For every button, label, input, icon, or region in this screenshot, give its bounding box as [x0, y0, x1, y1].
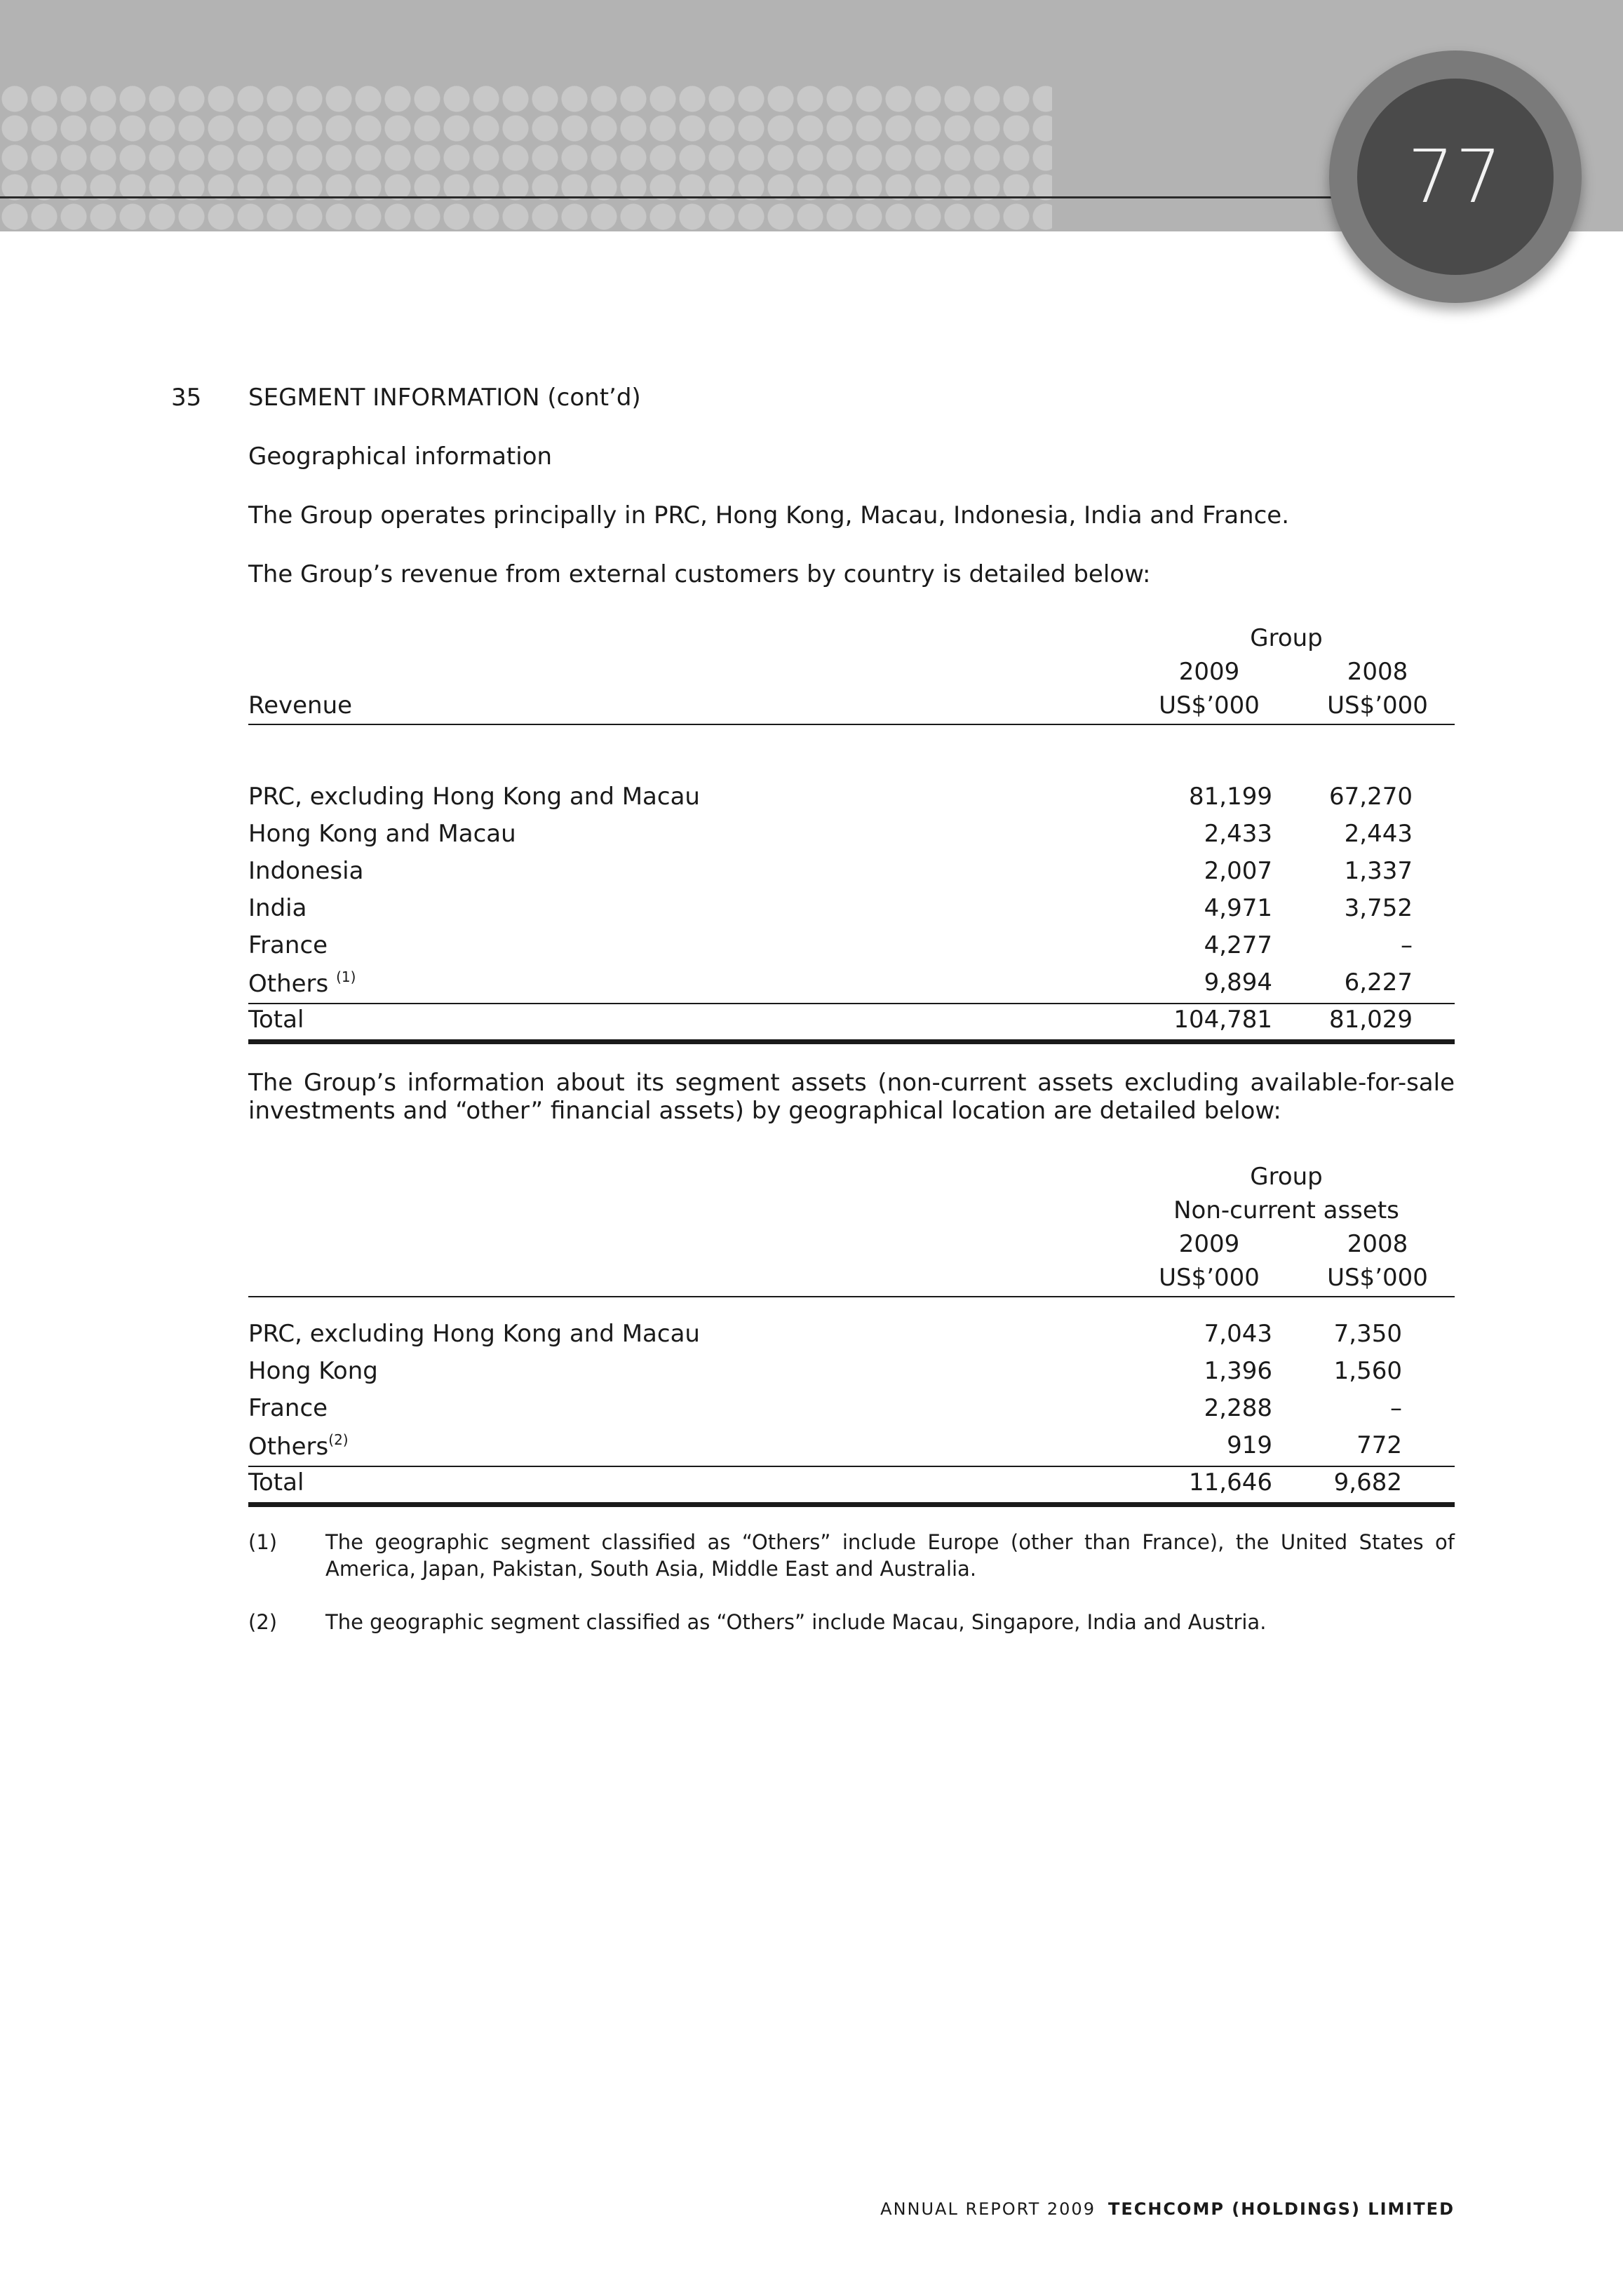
subtotal-rule [248, 1466, 1455, 1467]
total-value-2009: 104,781 [1173, 1006, 1272, 1034]
row-label: France [248, 931, 328, 959]
total-row [248, 1468, 1455, 1505]
footnote-text: The geographic segment classified as “Others” include Macau, Singapore, India and Austria. [325, 1610, 1267, 1634]
assets-group-header: Group [1250, 1163, 1323, 1191]
table-row [248, 894, 1455, 931]
row-value-2008: 1,560 [1333, 1357, 1402, 1385]
row-value-2008: 2,443 [1344, 820, 1413, 848]
row-value-2009: 4,971 [1204, 894, 1272, 922]
assets-intro-paragraph: The Group’s information about its segment assets (non-current assets excluding available-for-sale investments and “other” financial assets) by geographical location are detailed below: [248, 1069, 1455, 1125]
total-label: Total [248, 1468, 304, 1497]
row-value-2009: 2,288 [1204, 1394, 1272, 1422]
row-value-2009: 2,007 [1204, 857, 1272, 885]
section-title: SEGMENT INFORMATION (cont’d) [248, 384, 641, 412]
page-number: 77 [1407, 134, 1504, 220]
footnote-text: The geographic segment classified as “Others” include Europe (other than France), the United States of America, Japan, Pakistan, South Asia, Middle East and Australia. [325, 1530, 1455, 1581]
row-value-2009: 4,277 [1204, 931, 1272, 959]
footer-report: ANNUAL REPORT 2009 [880, 2199, 1096, 2219]
header-rule [0, 196, 1333, 198]
table-row [248, 1357, 1455, 1393]
footnote-1 [248, 1529, 1455, 1592]
revenue-group-header: Group [1250, 624, 1323, 652]
total-row [248, 1006, 1455, 1042]
revenue-header-rule [248, 724, 1455, 725]
footnote-ref: (2) [328, 1431, 349, 1448]
decorative-dot-pattern [0, 84, 1052, 231]
total-value-2009: 11,646 [1189, 1468, 1272, 1497]
row-value-2008: 7,350 [1333, 1320, 1402, 1348]
row-value-2008: 1,337 [1344, 857, 1413, 885]
subtotal-rule [248, 1003, 1455, 1004]
revenue-year-2008: 2008 [1347, 658, 1408, 686]
page-number-circle [1357, 79, 1554, 275]
row-value-2009: 81,199 [1189, 783, 1272, 811]
footer-company: TECHCOMP (HOLDINGS) LIMITED [1107, 2199, 1455, 2219]
revenue-row-header: Revenue [248, 691, 353, 720]
intro-paragraph: The Group operates principally in PRC, Hong Kong, Macau, Indonesia, India and France. [248, 501, 1290, 529]
row-label: PRC, excluding Hong Kong and Macau [248, 1320, 700, 1348]
row-value-2008: 67,270 [1329, 783, 1413, 811]
row-label: France [248, 1394, 328, 1422]
row-value-2008: 772 [1356, 1431, 1402, 1459]
row-value-2009: 919 [1227, 1431, 1272, 1459]
page-footer [772, 2199, 1455, 2219]
row-value-2008: 6,227 [1344, 968, 1413, 997]
row-value-2008: – [1401, 931, 1413, 959]
table-row [248, 857, 1455, 893]
assets-header-rule [248, 1296, 1455, 1297]
assets-unit-2009: US$’000 [1159, 1264, 1260, 1292]
row-label: Hong Kong [248, 1357, 378, 1385]
revenue-header-row [248, 691, 1455, 728]
assets-subheader: Non-current assets [1173, 1196, 1399, 1224]
total-label: Total [248, 1006, 304, 1034]
assets-unit-2008: US$’000 [1327, 1264, 1428, 1292]
table-row [248, 783, 1455, 819]
row-label [248, 968, 356, 998]
row-label [248, 1431, 349, 1461]
row-label: Indonesia [248, 857, 364, 885]
row-value-2008: – [1390, 1394, 1402, 1422]
total-double-rule [248, 1039, 1455, 1044]
row-label: PRC, excluding Hong Kong and Macau [248, 783, 700, 811]
row-value-2009: 2,433 [1204, 820, 1272, 848]
row-value-2009: 7,043 [1204, 1320, 1272, 1348]
row-value-2008: 3,752 [1344, 894, 1413, 922]
total-value-2008: 9,682 [1333, 1468, 1402, 1497]
table-row [248, 1320, 1455, 1356]
row-label: Hong Kong and Macau [248, 820, 516, 848]
assets-year-2008: 2008 [1347, 1230, 1408, 1258]
row-value-2009: 1,396 [1204, 1357, 1272, 1385]
table-row [248, 1431, 1455, 1468]
table-row [248, 820, 1455, 856]
total-value-2008: 81,029 [1329, 1006, 1413, 1034]
table-row [248, 968, 1455, 1005]
revenue-year-2009: 2009 [1178, 658, 1240, 686]
table-row [248, 931, 1455, 968]
table-row [248, 1394, 1455, 1431]
footnote-2 [248, 1609, 1455, 1644]
assets-year-2009: 2009 [1178, 1230, 1240, 1258]
footnote-ref: (1) [336, 968, 356, 985]
total-double-rule [248, 1502, 1455, 1507]
page-number-badge [1329, 50, 1582, 303]
revenue-intro-paragraph: The Group’s revenue from external customers by country is detailed below: [248, 560, 1151, 588]
section-number: 35 [171, 384, 202, 412]
footnote-mark: (2) [248, 1610, 278, 1634]
row-value-2009: 9,894 [1204, 968, 1272, 997]
section-subtitle: Geographical information [248, 443, 553, 471]
row-label: India [248, 894, 307, 922]
footnote-mark: (1) [248, 1530, 278, 1554]
row-label-text: Others [248, 1433, 329, 1461]
row-label-text: Others [248, 970, 329, 998]
revenue-unit-2008: US$’000 [1327, 691, 1428, 720]
revenue-unit-2009: US$’000 [1159, 691, 1260, 720]
